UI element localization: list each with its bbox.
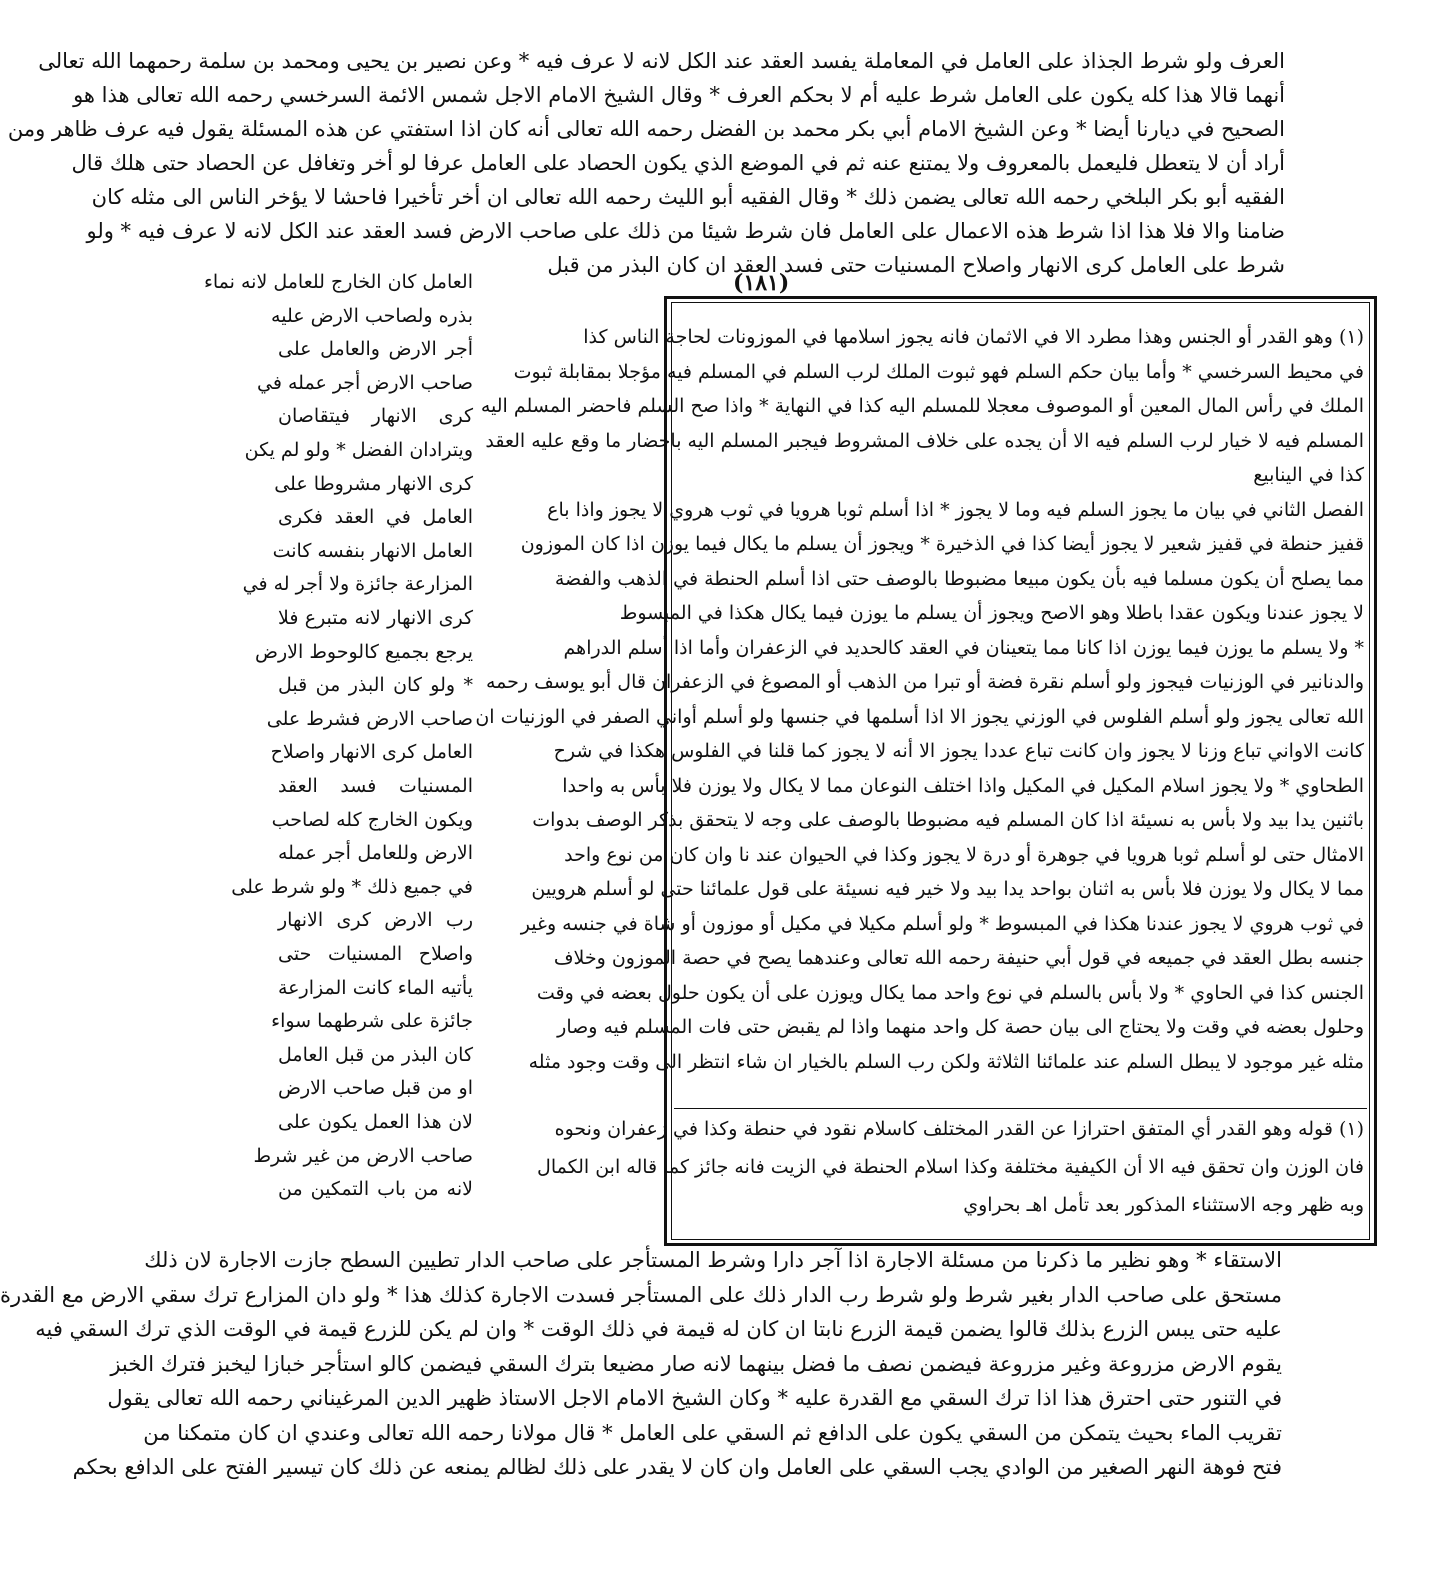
footnote-line: فان الوزن وان تحقق فيه الا أن الكيفية مختلفة وكذا اسلام الحنطة في الزيت فانه جائز كما قاله ابن الكمال [537, 1156, 1364, 1178]
text-line: في التنور حتى احترق هذا اذا ترك السقي مع القدرة عليه * وكان الشيخ الامام الاجل الاستاذ ظهير الدين المرغيناني رحمه الله تعالى يقول [107, 1386, 1282, 1410]
side-text-line: ويترادان الفضل * ولو لم يكن [244, 439, 473, 461]
text-line: ضامنا والا فلا هذا اذا شرط هذه الاعمال على العامل فان شرط شيئا من ذلك على صاحب الارض فسد العقد عند الكل لانه لا عرف فيه * ولو [86, 219, 1285, 243]
side-text-line: * ولو كان البذر من قبل [278, 674, 473, 697]
side-text-line: كان البذر من قبل العامل [278, 1043, 473, 1066]
side-text-line: كرى الانهار مشروطا على [274, 472, 473, 495]
box-text-line: الطحاوي * ولا يجوز اسلام المكيل في المكيل واذا اختلف النوعان مما لا يكال ولا يوزن فلا بأس به واحدا [562, 774, 1364, 797]
text-line: تقريب الماء بحيث يتمكن من السقي يكون على الدافع ثم السقي على العامل * قال مولانا رحمه الله تعالى وعندي ان كان متمكنا من [143, 1420, 1282, 1445]
side-text-line: في جميع ذلك * ولو شرط على [231, 875, 473, 898]
side-text-line: او من قبل صاحب الارض [278, 1077, 473, 1100]
box-text-line: الجنس كذا في الحاوي * ولا بأس بالسلم في نوع واحد مما يكال ويوزن على أن يكون حلول بعضه في وقت [536, 981, 1364, 1004]
text-line: عليه حتى يبس الزرع بذلك قالوا يضمن قيمة الزرع نابتا ان كان له قيمة في ذلك الوقت * وان لم يكن للزرع قيمة في الوقت الذي ترك السقي فيه [35, 1317, 1282, 1341]
side-text-line: العامل كان الخارج للعامل لانه نماء [203, 271, 473, 293]
side-text-line: المزارعة جائزة ولا أجر له في [242, 573, 473, 596]
side-text-line: كرى الانهار فيتقاصان [278, 405, 473, 428]
side-text-line: واصلاح المسنيات حتى [278, 943, 473, 965]
text-line: مستحق على صاحب الدار بغير شرط ولو شرط رب الدار ذلك على المستأجر فسدت الاجارة كذلك هذا * ولو دان المزارع ترك سقي الارض مع القدرة [0, 1282, 1282, 1307]
text-line: أنهما قالا هذا كله يكون على العامل شرط عليه أم لا بحكم العرف * وقال الشيخ الامام الاجل شمس الائمة السرخسي رحمه الله تعالى هذا هو [73, 83, 1285, 107]
box-text-line: وحلول بعضه في وقت ولا يحتاج الى بيان حصة كل واحد منهما واذا لم يقبض حتى فات المسلم فيه وصار [557, 1016, 1364, 1038]
box-text-line: كذا في الينابيع [1253, 464, 1364, 486]
box-text-line: مما يصلح أن يكون مسلما فيه بأن يكون مبيعا مضبوطا بالوصف حتى اذا أسلم الحنطة في الذهب والفضة [554, 567, 1364, 590]
footnote-line: (١) قوله وهو القدر أي المتفق احترازا عن القدر المختلف كاسلام نقود في حنطة وكذا في زعفران ونحوه [554, 1118, 1364, 1140]
box-text-line: * ولا يسلم ما يوزن فيما يوزن اذا كانا مما يتعينان في العقد كالحديد في الزعفران وأما اذا أسلم الدراهم [563, 636, 1364, 659]
text-line: شرط على العامل كرى الانهار واصلاح المسنيات حتى فسد العقد ان كان البذر من قبل [547, 253, 1285, 277]
box-text-line: الامثال حتى لو أسلم ثوبا هرويا في جوهرة أو درة لا يجوز وكذا في الحيوان عند نا وان كان من نوع واحد [564, 843, 1364, 866]
box-text-line: في ثوب هروي لا يجوز عندنا هكذا في المبسوط * ولو أسلم مكيلا في مكيل أو موزون أو شاة في جنسه وغير [520, 912, 1364, 935]
side-text-line: العامل كرى الانهار واصلاح [270, 741, 473, 764]
box-text-line: لا يجوز عندنا ويكون عقدا باطلا وهو الاصح ويجوز أن يسلم ما يوزن فيما يكال هكذا في المبسوط [619, 602, 1364, 624]
side-text-line: المسنيات فسد العقد [278, 775, 473, 797]
side-text-line: رب الارض كرى الانهار [278, 909, 473, 932]
side-text-line: بذره ولصاحب الارض عليه [271, 304, 473, 327]
footnote-divider [674, 1108, 1367, 1109]
box-text-line: مثله غير موجود لا يبطل السلم عند علمائنا الثلاثة ولكن رب السلم بالخيار ان شاء انتظر الى وقت وجود مثله [528, 1050, 1364, 1073]
side-text-line: ويكون الخارج كله لصاحب [271, 808, 473, 831]
text-line: أراد أن لا يتعطل فليعمل بالمعروف ولا يمتنع عنه ثم في الموضع الذي يكون الحصاد على العامل عرفا لو أخر وتغافل عن الحصاد حتى هلك قال [71, 151, 1285, 175]
side-text-line: كرى الانهار لانه متبرع فلا [278, 607, 473, 629]
box-text-line: الملك في رأس المال المعين أو الموصوف معجلا للمسلم اليه كذا في النهاية * واذا صح السلم فاحضر المسلم اليه [480, 395, 1364, 417]
side-text-line: لان هذا العمل يكون على [278, 1111, 473, 1133]
side-text-line: يأتيه الماء كانت المزارعة [278, 976, 473, 999]
box-text-line: المسلم فيه لا خيار لرب السلم فيه الا أن يجده على خلاف المشروط فيجبر المسلم اليه باحضار ما وقع عليه العقد [485, 429, 1364, 452]
side-text-line: جائزة على شرطهما سواء [271, 1010, 473, 1033]
side-text-line: الارض وللعامل أجر عمله [278, 842, 473, 865]
box-text-line: جنسه بطل العقد في جميعه في قول أبي حنيفة رحمه الله تعالى وعندهما يصح في حصة الموزون وخلاف [553, 947, 1364, 969]
side-text-line: صاحب الارض من غير شرط [253, 1144, 473, 1167]
side-text-line: العامل الانهار بنفسه كانت [272, 539, 473, 562]
box-text-line: (١) وهو القدر أو الجنس وهذا مطرد الا في الاثمان فانه يجوز اسلامها في الموزونات لحاجة الناس كذا [583, 326, 1364, 348]
box-text-line: مما لا يكال ولا يوزن فلا بأس به اثنان بواحد يدا بيد ولا خير فيه نسيئة على قول علمائنا حتى لو أسلم هرويين [531, 878, 1364, 900]
box-text-line: والدنانير في الوزنيات فيجوز ولو أسلم نقرة فضة أو تبرا من الذهب أو المصوغ في الزعفران قال أبو يوسف رحمه [486, 671, 1364, 693]
box-text-line: الفصل الثاني في بيان ما يجوز السلم فيه وما لا يجوز * اذا أسلم ثوبا هرويا في ثوب هروي لا يجوز واذا باع [547, 498, 1364, 521]
page-number: (١٨١) [733, 270, 790, 296]
text-line: الصحيح في ديارنا أيضا * وعن الشيخ الامام أبي بكر محمد بن الفضل رحمه الله تعالى أنه كان اذا استفتي عن هذه المسئلة يقول فيه عرف ظاهر ومن [7, 117, 1285, 141]
side-text-line: يرجع بجميع كالوحوط الارض [255, 640, 473, 663]
side-text-line: لانه من باب التمكين من [278, 1178, 473, 1201]
text-line: العرف ولو شرط الجذاذ على العامل في المعاملة يفسد العقد عند الكل لانه لا عرف فيه * وعن نصير بن يحيى ومحمد بن سلمة رحمهما الله تعالى [38, 49, 1285, 73]
text-line: الفقيه أبو بكر البلخي رحمه الله تعالى يضمن ذلك * وقال الفقيه أبو الليث رحمه الله تعالى ان أخر تأخيرا فاحشا لا يؤخر الناس الى مثله كان [91, 185, 1285, 209]
text-line: الاستقاء * وهو نظير ما ذكرنا من مسئلة الاجارة اذا آجر دارا وشرط المستأجر على صاحب الدار تطيين السطح جازت الاجارة لان ذلك [144, 1248, 1282, 1272]
side-text-line: أجر الارض والعامل على [278, 338, 473, 361]
box-text-line: قفيز حنطة في قفيز شعير لا يجوز أيضا كذا في الذخيرة * ويجوز أن يسلم ما يكال فيما يوزن اذا كان الموزون [520, 533, 1364, 555]
side-text-line: العامل في العقد فكرى [278, 506, 473, 529]
box-text-line: في محيط السرخسي * وأما بيان حكم السلم فهو ثبوت الملك لرب السلم في المسلم فيه مؤجلا بمقابلة ثبوت [513, 360, 1364, 383]
text-line: فتح فوهة النهر الصغير من الوادي يجب السقي على العامل وان كان لا يقدر على ذلك لظالم يمنعه عن ذلك كان تيسير الفتح على الدافع بحكم [72, 1455, 1282, 1479]
box-text-line: كانت الاواني تباع وزنا لا يجوز وان كانت تباع عددا يجوز الا أنه لا يجوز كما قلنا في الفلوس هكذا في شرح [553, 740, 1364, 762]
box-text-line: الله تعالى يجوز ولو أسلم الفلوس في الوزني يجوز الا اذا أسلمها في جنسها ولو أسلم أواني الصفر في الوزنيات ان [475, 705, 1364, 728]
side-text-line: صاحب الارض أجر عمله في [257, 371, 473, 394]
side-text-line: صاحب الارض فشرط على [266, 707, 473, 730]
box-text-line: باثنين يدا بيد ولا بأس به نسيئة اذا كان المسلم فيه مضبوطا بالوصف على وجه لا يتحقق بذكر الوصف بدوات [532, 809, 1364, 831]
footnote-line: وبه ظهر وجه الاستثناء المذكور بعد تأمل اهـ بحراوي [963, 1194, 1364, 1216]
text-line: يقوم الارض مزروعة وغير مزروعة فيضمن نصف ما فضل بينهما لانه صار مضيعا بترك السقي فيضمن كالو استأجر خبازا ليخبز فترك الخبز [110, 1351, 1282, 1376]
